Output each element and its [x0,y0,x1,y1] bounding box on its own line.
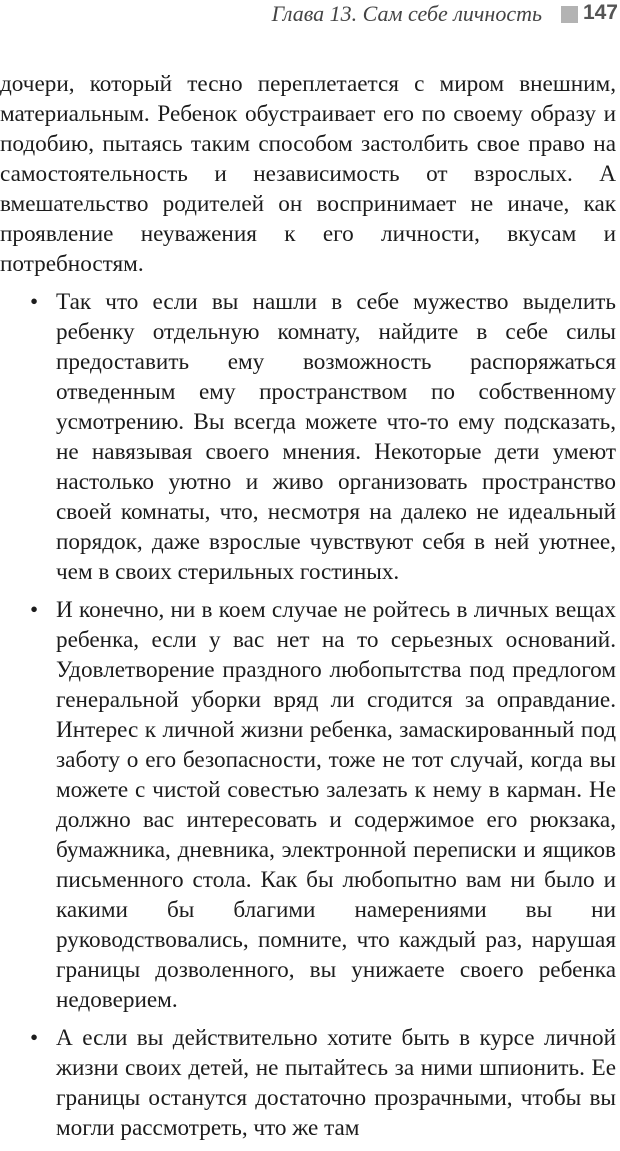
bullet-text: Так что если вы нашли в себе мужество выделить ребенку отдельную комнату, найдите в себе силы предоставить ему возможность распоряжаться отведенным ему пространством по собственному усмотрению. Вы всегда можете что-то ему подсказать, не навязывая своего мнения. Некоторые дети умеют настолько уютно и живо организовать пространство своей комнаты, что, несмотря на далеко не идеальный порядок, даже взрослые чувствуют себя в ней уютнее, чем в своих стерильных гостиных. [56,289,616,585]
bullet-mark: • [30,289,39,315]
bullet-text: И конечно, ни в коем случае не ройтесь в личных вещах ребенка, если у вас нет на то серьезных оснований. Удовлетворение праздного любопытства под предлогом генеральной уборки вряд ли сгодится за оправдание. Интерес к личной жизни ребенка, замаскированный под заботу о его безопасности, тоже не тот случай, когда вы можете с чистой совестью залезать к нему в карман. Не должно вас интересовать и содержимое его рюкзака, бумажника, дневника, электронной переписки и ящиков письменного стола. Как бы любопытно вам ни было и какими бы благими намерениями вы ни руководствовались, помните, что каждый раз, нарушая границы дозволенного, вы унижаете своего ребенка недоверием. [56,597,616,1013]
bullet-item [0,1023,616,1143]
page-number: 147 [582,1,618,24]
page-header [0,0,620,30]
bullet-list [0,287,616,1143]
bullet-text: А если вы действительно хотите быть в курсе личной жизни своих детей, не пытайтесь за ними шпионить. Ее границы останутся достаточно прозрачными, чтобы вы могли рассмотреть, что же там [56,1025,616,1141]
bullet-mark: • [30,597,39,623]
bullet-item [0,595,616,1015]
intro-paragraph: дочери, который тесно переплетается с миром внешним, материальным. Ребенок обустраивает его по своему образу и подобию, пытаясь таким способом застолбить свое право на самостоятельность и независимость от взрослых. А вмешательство родителей он воспринимает не иначе, как проявление неуважения к его личности, вкусам и потребностям. [0,71,616,277]
header-marker-square [561,6,578,23]
bullet-item [0,287,616,587]
chapter-title: Глава 13. Сам себе личность [271,1,542,26]
bullet-mark: • [30,1025,39,1051]
page-body [0,69,616,1151]
